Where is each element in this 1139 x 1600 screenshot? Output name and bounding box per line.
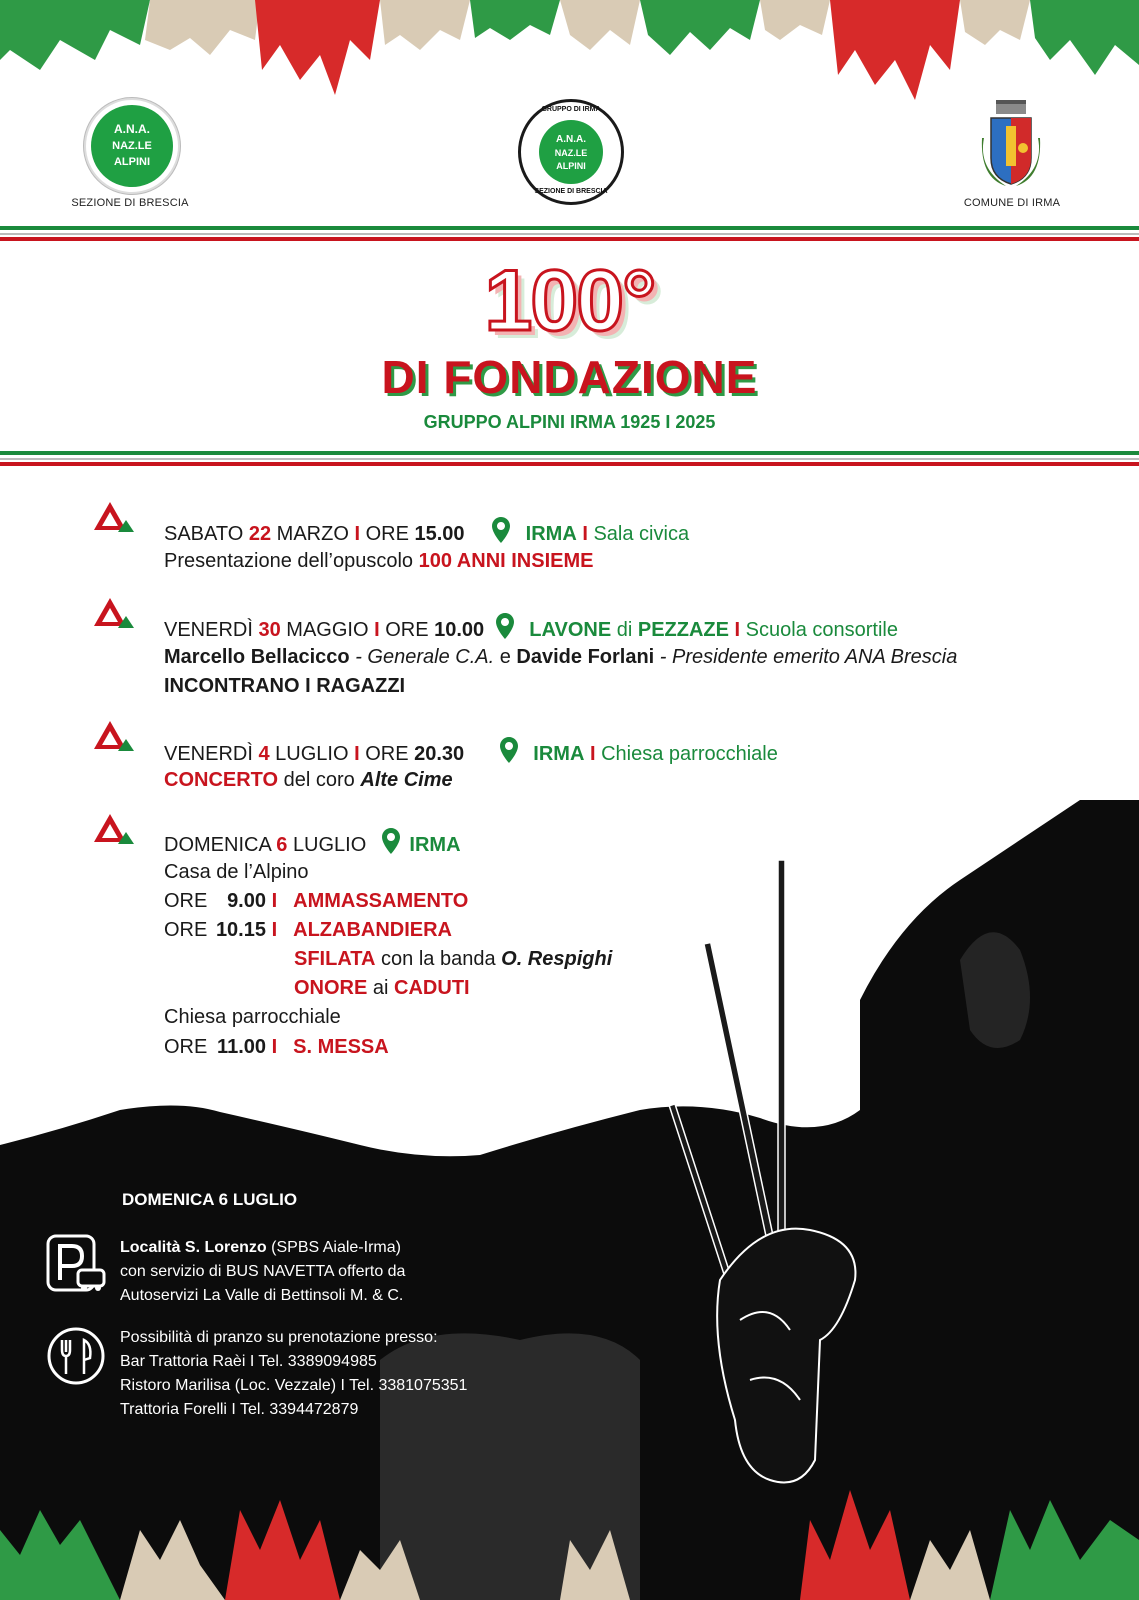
event-4-row-2-sep: I <box>271 919 278 941</box>
location-pin-icon <box>382 828 400 854</box>
event-4-row-2-ore: ORE <box>164 919 208 941</box>
event-3-ore: ORE <box>365 743 409 765</box>
divider-grey-1 <box>0 233 1139 235</box>
event-3-desc-highlight: CONCERTO <box>164 769 279 791</box>
event-3-time: 20.30 <box>414 743 465 765</box>
event-4-sfilata-label: SFILATA <box>294 948 376 970</box>
event-4-location-2: Chiesa parrocchiale <box>164 1006 341 1028</box>
event-1-desc-highlight: 100 ANNI INSIEME <box>418 550 594 572</box>
event-2-role-2: - Presidente emerito ANA Brescia <box>659 646 958 668</box>
event-1-sep: I <box>354 523 361 545</box>
event-4-row-2-activity: ALZABANDIERA <box>293 919 453 941</box>
restaurant-cutlery-icon <box>46 1326 106 1386</box>
event-2-place-mid: di <box>616 619 633 641</box>
badge-text-a: A.N.A. <box>556 134 586 145</box>
event-4-caduti: CADUTI <box>394 977 470 999</box>
alpini-monument-sculpture <box>640 860 1000 1520</box>
footer-parking-line-2: con servizio di BUS NAVETTA offerto da <box>120 1263 406 1280</box>
event-4-location-1: Casa de l’Alpino <box>164 861 309 883</box>
event-2-bullet-icon <box>92 596 136 632</box>
event-3-venue: Chiesa parrocchiale <box>601 743 778 765</box>
event-3-choir: Alte Cime <box>360 769 453 791</box>
badge-top-text: GRUPPO DI IRMA <box>541 106 601 113</box>
badge-text-b: NAZ.LE <box>554 148 588 158</box>
event-1-place: IRMA <box>525 523 577 545</box>
event-2-date: 30 <box>258 619 281 641</box>
divider-green-1 <box>0 226 1139 230</box>
footer-parking-line-3: Autoservizi La Valle di Bettinsoli M. & C. <box>120 1287 404 1304</box>
event-1-bullet-icon <box>92 500 136 536</box>
event-2-person-1: Marcello Bellacicco <box>164 646 350 668</box>
parking-bus-icon <box>46 1234 108 1292</box>
tricolor-brush-bottom <box>0 1470 1139 1600</box>
event-2-person-2: Davide Forlani <box>516 646 655 668</box>
event-2-role-1: - Generale C.A. <box>355 646 495 668</box>
event-2-venue: Scuola consortile <box>745 619 898 641</box>
event-4-sfilata <box>294 945 612 974</box>
location-pin-icon <box>496 613 514 639</box>
event-4-row-1-ore: ORE <box>164 890 208 912</box>
event-4-day: DOMENICA <box>164 834 271 856</box>
event-4-row-2 <box>164 916 452 945</box>
ana-logo-text-a: A.N.A. <box>114 122 150 136</box>
divider-grey-2 <box>0 458 1139 460</box>
event-3-place-sep: I <box>589 743 596 765</box>
event-4-date: 6 <box>276 834 288 856</box>
event-4-row-1-sep: I <box>271 890 278 912</box>
divider-red-2 <box>0 462 1139 466</box>
footer-food-line-2: Bar Trattoria Raèi I Tel. 3389094985 <box>120 1353 377 1370</box>
footer-food-line-4: Trattoria Forelli I Tel. 3394472879 <box>120 1401 359 1418</box>
tricolor-brush-top <box>0 0 1139 110</box>
event-2-ore: ORE <box>385 619 429 641</box>
event-4-row-1 <box>164 887 468 916</box>
left-logo-caption: SEZIONE DI BRESCIA <box>71 197 189 209</box>
event-4-messa-sep: I <box>271 1036 278 1058</box>
event-1-venue: Sala civica <box>593 523 690 545</box>
event-3-bullet-icon <box>92 719 136 755</box>
event-2-and: e <box>499 646 511 668</box>
event-4-row-2-time: 10.15 <box>215 919 266 941</box>
event-4-onore-label: ONORE <box>294 977 368 999</box>
event-4-row-1-time: 9.00 <box>227 890 266 912</box>
title-subtitle: GRUPPO ALPINI IRMA 1925 I 2025 <box>423 412 716 432</box>
event-2-people <box>164 643 957 672</box>
event-3-day: VENERDÌ <box>164 743 253 765</box>
event-3-sep: I <box>354 743 360 765</box>
event-1-description <box>164 547 594 576</box>
gruppo-irma-badge <box>518 99 624 205</box>
footer-heading: DOMENICA 6 LUGLIO <box>122 1190 298 1209</box>
event-2-place-sep: I <box>734 619 741 641</box>
footer-parking-rest: (SPBS Aiale-Irma) <box>271 1239 401 1256</box>
location-pin-icon <box>492 517 510 543</box>
event-4-month: LUGLIO <box>292 834 367 856</box>
title-main: DI FONDAZIONE <box>381 351 758 403</box>
divider-green-2 <box>0 451 1139 455</box>
title-number: 100° <box>484 253 655 349</box>
event-3-place: IRMA <box>533 743 585 765</box>
event-2-month: MAGGIO <box>286 619 369 641</box>
badge-bottom-text: SEZIONE DI BRESCIA <box>534 188 608 195</box>
event-4-onore <box>294 974 470 1003</box>
footer-parking-bold: Località S. Lorenzo <box>120 1239 267 1256</box>
event-1-header <box>164 517 689 549</box>
divider-red-1 <box>0 237 1139 241</box>
event-2-header <box>164 613 898 645</box>
footer-food-line-1: Possibilità di pranzo su prenotazione presso: <box>120 1329 438 1346</box>
event-1-time: 15.00 <box>414 523 465 545</box>
footer-parking-line-1 <box>120 1236 401 1260</box>
event-2-place2: PEZZAZE <box>637 619 729 641</box>
event-4-bullet-icon <box>92 812 136 848</box>
event-3-date: 4 <box>258 743 270 765</box>
event-2-sep: I <box>374 619 380 641</box>
event-3-header <box>164 737 778 769</box>
event-1-month: MARZO <box>276 523 349 545</box>
event-4-messa-time: 11.00 <box>217 1036 266 1058</box>
event-3-month: LUGLIO <box>275 743 349 765</box>
footer-food-line-3: Ristoro Marilisa (Loc. Vezzale) I Tel. 3381075351 <box>120 1377 468 1394</box>
event-4-messa-activity: S. MESSA <box>293 1036 389 1058</box>
event-4-ai: ai <box>372 977 389 999</box>
comune-irma-coat-of-arms <box>976 98 1046 190</box>
event-1-day: SABATO <box>164 523 244 545</box>
event-2-place: LAVONE <box>529 619 612 641</box>
right-logo-caption: COMUNE DI IRMA <box>963 197 1061 209</box>
badge-text-c: ALPINI <box>556 161 586 171</box>
event-1-ore: ORE <box>365 523 409 545</box>
event-2-desc-highlight: INCONTRANO I RAGAZZI <box>164 675 406 697</box>
location-pin-icon <box>500 737 518 763</box>
event-4-messa-ore: ORE <box>164 1036 208 1058</box>
event-1-place-sep: I <box>582 523 588 545</box>
event-2-day: VENERDÌ <box>164 619 253 641</box>
event-1-date: 22 <box>248 523 272 545</box>
event-3-description <box>164 766 453 795</box>
ana-logo-left <box>84 98 180 194</box>
event-3-desc-mid: del coro <box>283 769 355 791</box>
ana-logo-text-c: ALPINI <box>113 156 151 168</box>
ana-logo-text-b: NAZ.LE <box>112 140 152 152</box>
event-4-sfilata-mid: con la banda <box>381 948 496 970</box>
event-4-banda: O. Respighi <box>501 948 613 970</box>
event-4-row-1-activity: AMMASSAMENTO <box>293 890 469 912</box>
event-4-place: IRMA <box>409 834 461 856</box>
event-4-header <box>164 828 461 860</box>
event-1-desc-pre: Presentazione dell’opuscolo <box>164 550 414 572</box>
event-2-time: 10.00 <box>434 619 485 641</box>
event-4-messa <box>164 1033 389 1062</box>
